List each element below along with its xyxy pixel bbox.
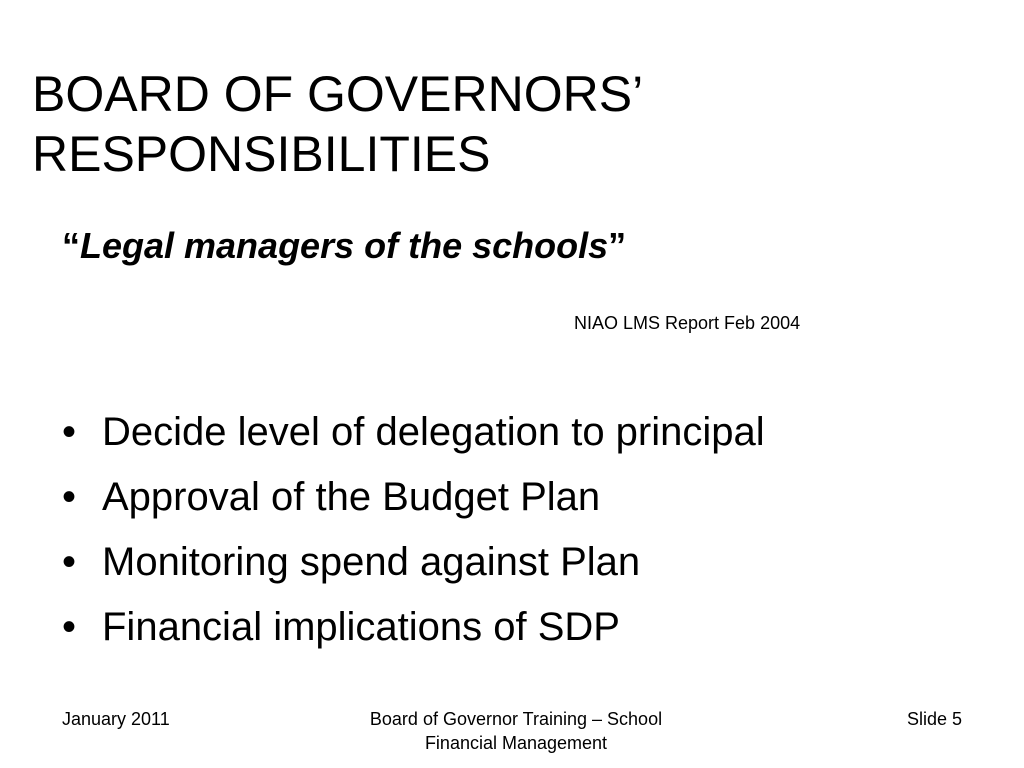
- slide-title-line-2: RESPONSIBILITIES: [32, 125, 491, 182]
- quote-close-mark: ”: [608, 225, 627, 266]
- bullet-text: Decide level of delegation to principal: [102, 410, 765, 454]
- bullet-dot-icon: •: [62, 605, 77, 649]
- bullet-dot-icon: •: [62, 540, 77, 584]
- quote-source: NIAO LMS Report Feb 2004: [574, 313, 801, 333]
- footer-slide-number: Slide 5: [906, 709, 962, 729]
- footer-date: January 2011: [62, 709, 170, 729]
- bullet-text: Approval of the Budget Plan: [102, 475, 601, 519]
- bullet-item: [62, 465, 765, 530]
- bullet-item: [62, 400, 765, 465]
- footer-title-line-1: Board of Governor Training – School: [369, 709, 663, 729]
- bullet-dot-icon: •: [62, 475, 77, 519]
- slide-title: [32, 64, 992, 184]
- bullet-item: [62, 595, 765, 660]
- bullet-list: [62, 400, 765, 660]
- footer-title: [316, 707, 716, 755]
- bullet-text: Monitoring spend against Plan: [102, 540, 641, 584]
- footer-title-line-2: Financial Management: [424, 733, 608, 753]
- quote-text: Legal managers of the schools: [80, 225, 609, 266]
- bullet-text: Financial implications of SDP: [102, 605, 620, 649]
- bullet-dot-icon: •: [62, 410, 77, 454]
- bullet-item: [62, 530, 765, 595]
- quote-open-mark: “: [62, 225, 80, 266]
- slide-title-line-1: BOARD OF GOVERNORS’: [32, 65, 644, 122]
- quote: [62, 222, 626, 270]
